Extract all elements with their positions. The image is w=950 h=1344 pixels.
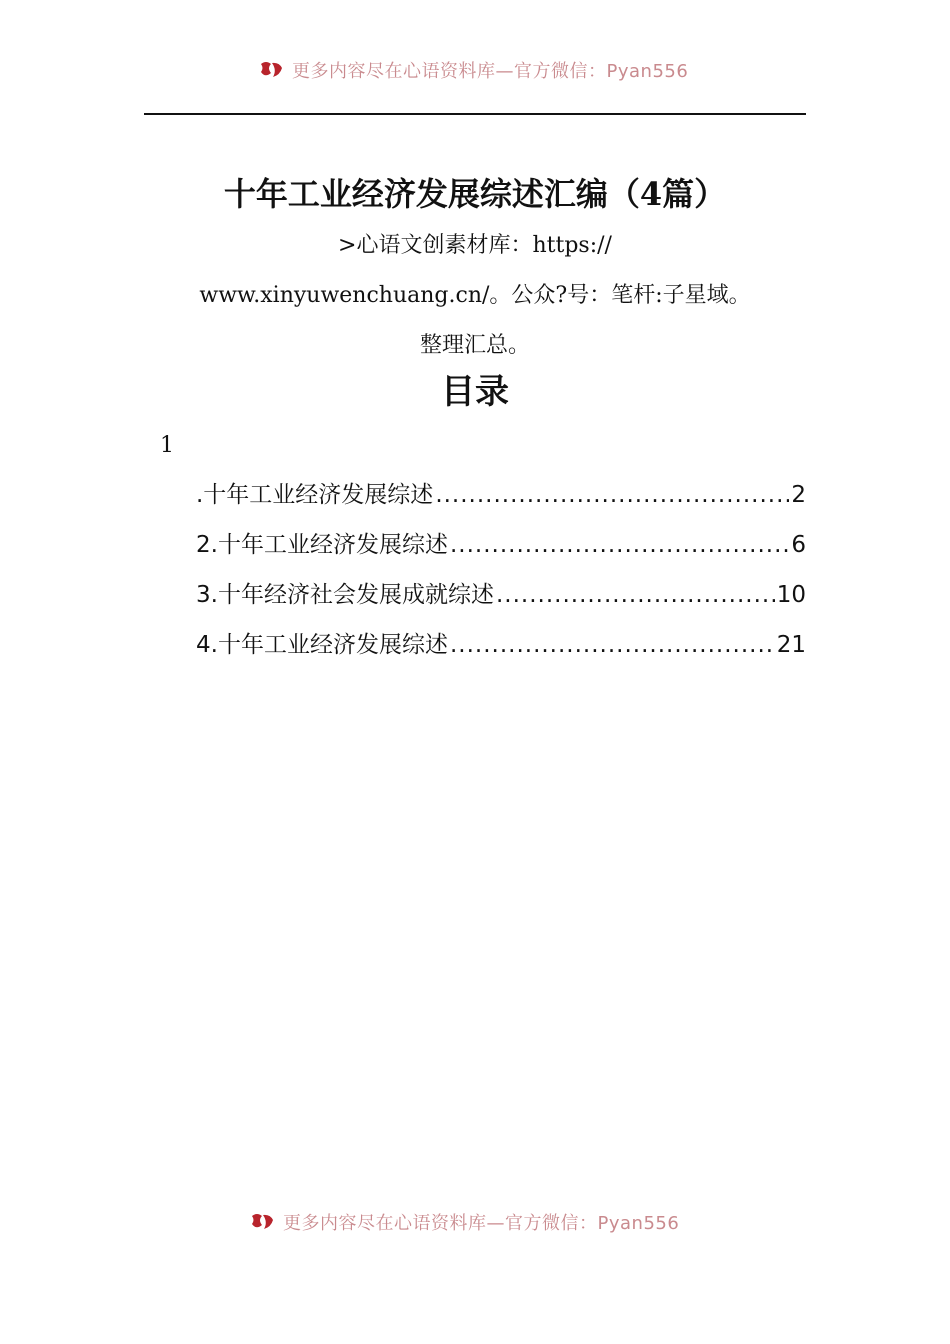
- toc-heading: 目录: [441, 372, 509, 412]
- watermark-text: 更多内容尽在心语资料库—官方微信：Pyan556: [283, 1213, 680, 1234]
- toc-entry-4[interactable]: [196, 628, 806, 678]
- watermark-text: 更多内容尽在心语资料库—官方微信：Pyan556: [292, 61, 689, 82]
- toc-entry-label: 2.十年工业经济发展综述: [196, 532, 448, 558]
- source-line-1: >心语文创素材库：https://: [338, 233, 612, 258]
- watermark-logo-icon: [249, 1211, 277, 1233]
- toc-lead-number: 1: [160, 433, 174, 458]
- toc-leader-dots: [450, 528, 789, 562]
- toc-entry-1[interactable]: [196, 478, 806, 528]
- toc-entry-3[interactable]: [196, 578, 806, 628]
- toc-entry-page: 10: [776, 582, 806, 608]
- toc-leader-dots: [435, 478, 789, 512]
- toc-entry-label: 4.十年工业经济发展综述: [196, 632, 448, 658]
- toc-entry-label: .十年工业经济发展综述: [196, 482, 434, 508]
- watermark-logo-icon: [258, 59, 286, 81]
- footer-watermark: [249, 1209, 679, 1235]
- toc-list: [196, 478, 806, 678]
- toc-entry-page: 2: [791, 482, 806, 508]
- header-rule: [144, 113, 806, 115]
- toc-entry-page: 6: [791, 532, 806, 558]
- document-title: 十年工业经济发展综述汇编（4篇）: [223, 175, 727, 213]
- toc-leader-dots: [496, 578, 775, 612]
- source-line-3: 整理汇总。: [419, 333, 530, 358]
- source-line-2: www.xinyuwenchuang.cn/。公众?号：笔杆:子星域。: [199, 283, 751, 308]
- header-watermark: [258, 57, 688, 83]
- toc-leader-dots: [450, 628, 775, 662]
- toc-entry-label: 3.十年经济社会发展成就综述: [196, 582, 494, 608]
- toc-entry-2[interactable]: [196, 528, 806, 578]
- toc-entry-page: 21: [776, 632, 806, 658]
